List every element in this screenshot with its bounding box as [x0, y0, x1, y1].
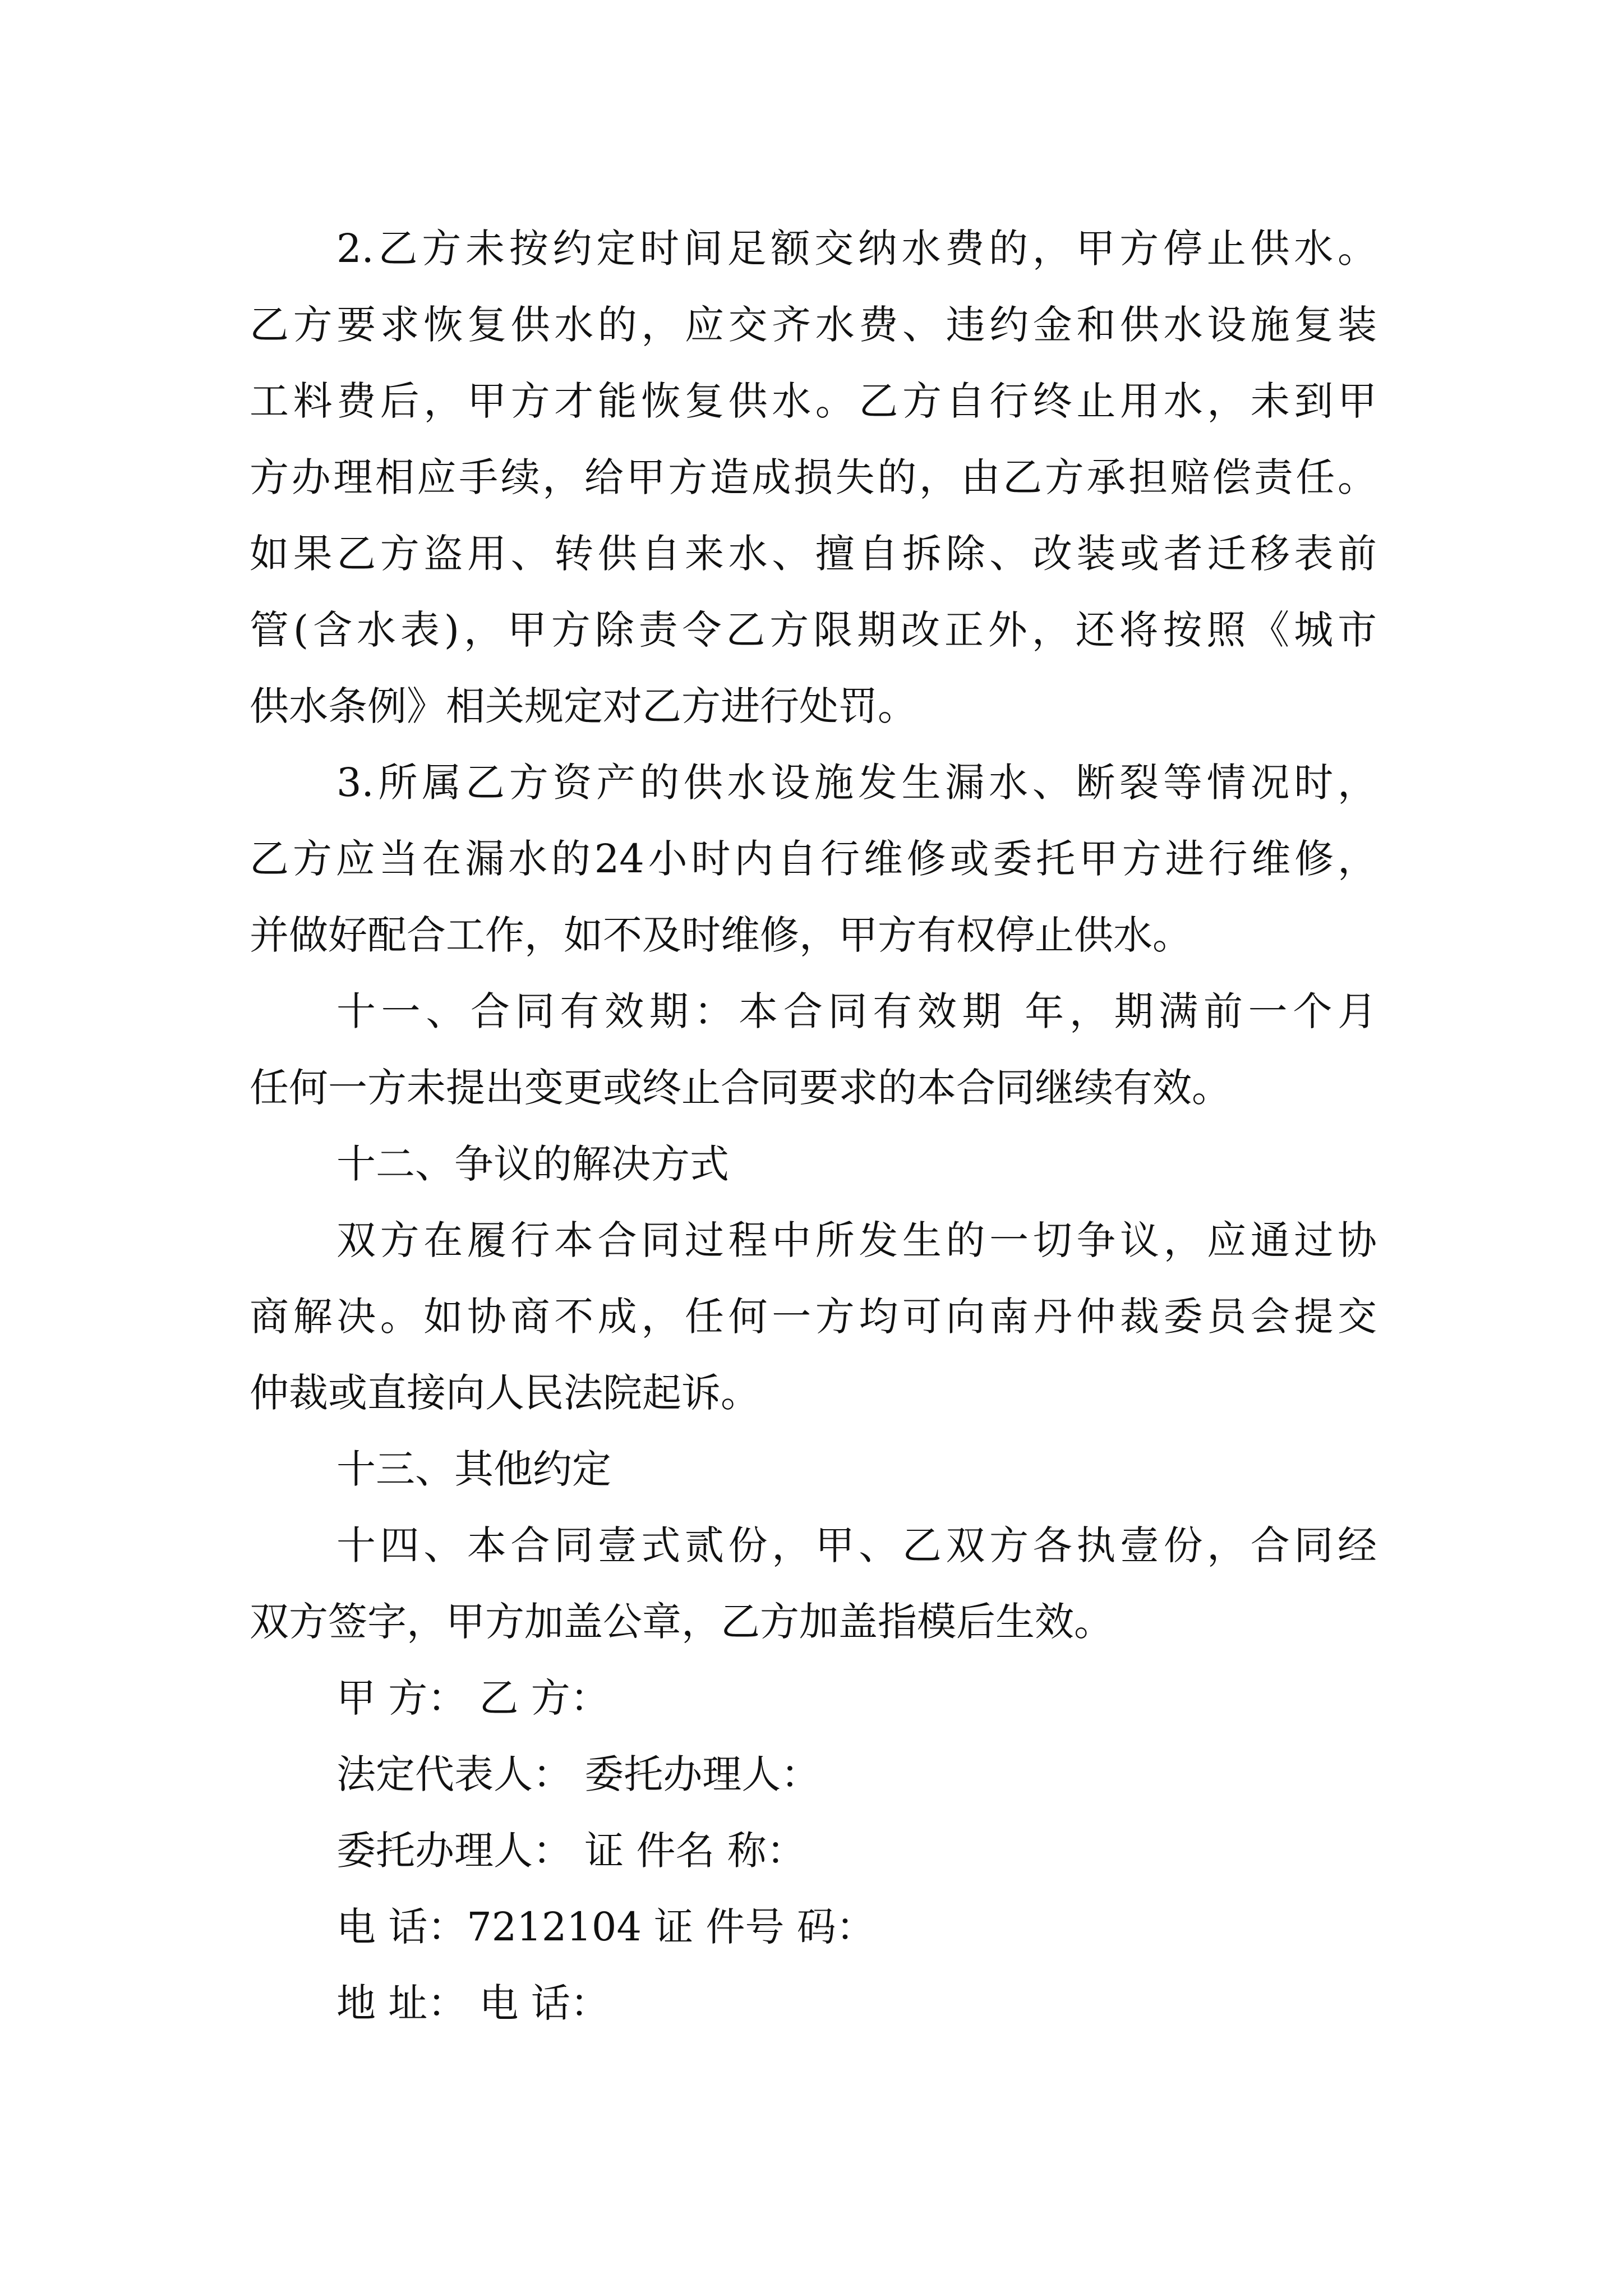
text-line: 并做好配合工作，如不及时维修，甲方有权停止供水。 [250, 912, 1192, 958]
document-body [250, 210, 1377, 2041]
text-line: 双方在履行本合同过程中所发生的一切争议，应通过协 [336, 1217, 1377, 1263]
text-line: 十一、合同有效期：本合同有效期 年，期满前一个月 [336, 988, 1377, 1034]
clause-3-paragraph [250, 744, 1377, 973]
text-line: 3.所属乙方资产的供水设施发生漏水、断裂等情况时， [336, 760, 1377, 806]
signature-phone-line: 电 话：7212104 证 件号 码： [336, 1904, 875, 1950]
clause-2-paragraph [250, 210, 1377, 744]
signature-parties-line: 甲 方： 乙 方： [336, 1675, 610, 1721]
signature-agent-line: 委托办理人： 证 件名 称： [336, 1828, 806, 1874]
article-11-paragraph [250, 973, 1377, 1126]
text-line: 乙方要求恢复供水的，应交齐水费、违约金和供水设施复装 [250, 302, 1377, 348]
text-line: 2.乙方未按约定时间足额交纳水费的，甲方停止供水。 [336, 226, 1377, 272]
article-12-heading [250, 1126, 1377, 1202]
text-line: 双方签字，甲方加盖公章，乙方加盖指模后生效。 [250, 1599, 1113, 1645]
article-12-paragraph [250, 1202, 1377, 1431]
text-line: 十四、本合同壹式贰份，甲、乙双方各执壹份，合同经 [336, 1522, 1377, 1568]
text-line: 商解决。如协商不成，任何一方均可向南丹仲裁委员会提交 [250, 1294, 1377, 1340]
text-line: 工料费后，甲方才能恢复供水。乙方自行终止用水，未到甲 [250, 378, 1377, 424]
text-line: 管(含水表)，甲方除责令乙方限期改正外，还将按照《城市 [250, 607, 1377, 653]
signature-representative-line: 法定代表人： 委托办理人： [336, 1751, 820, 1797]
article-14-paragraph [250, 1507, 1377, 1660]
text-line: 仲裁或直接向人民法院起诉。 [250, 1370, 760, 1416]
text-line: 任何一方未提出变更或终止合同要求的本合同继续有效。 [250, 1065, 1231, 1111]
text-line: 方办理相应手续，给甲方造成损失的，由乙方承担赔偿责任。 [250, 454, 1377, 500]
section-heading: 十二、争议的解决方式 [336, 1141, 729, 1187]
section-heading: 十三、其他约定 [336, 1446, 611, 1492]
signature-address-line: 地 址： 电 话： [336, 1980, 610, 2026]
text-line: 供水条例》相关规定对乙方进行处罚。 [250, 683, 917, 729]
text-line: 乙方应当在漏水的24小时内自行维修或委托甲方进行维修， [250, 836, 1377, 882]
article-13-heading [250, 1431, 1377, 1507]
signature-block [250, 1660, 1377, 2041]
text-line: 如果乙方盗用、转供自来水、擅自拆除、改装或者迁移表前 [250, 531, 1377, 577]
